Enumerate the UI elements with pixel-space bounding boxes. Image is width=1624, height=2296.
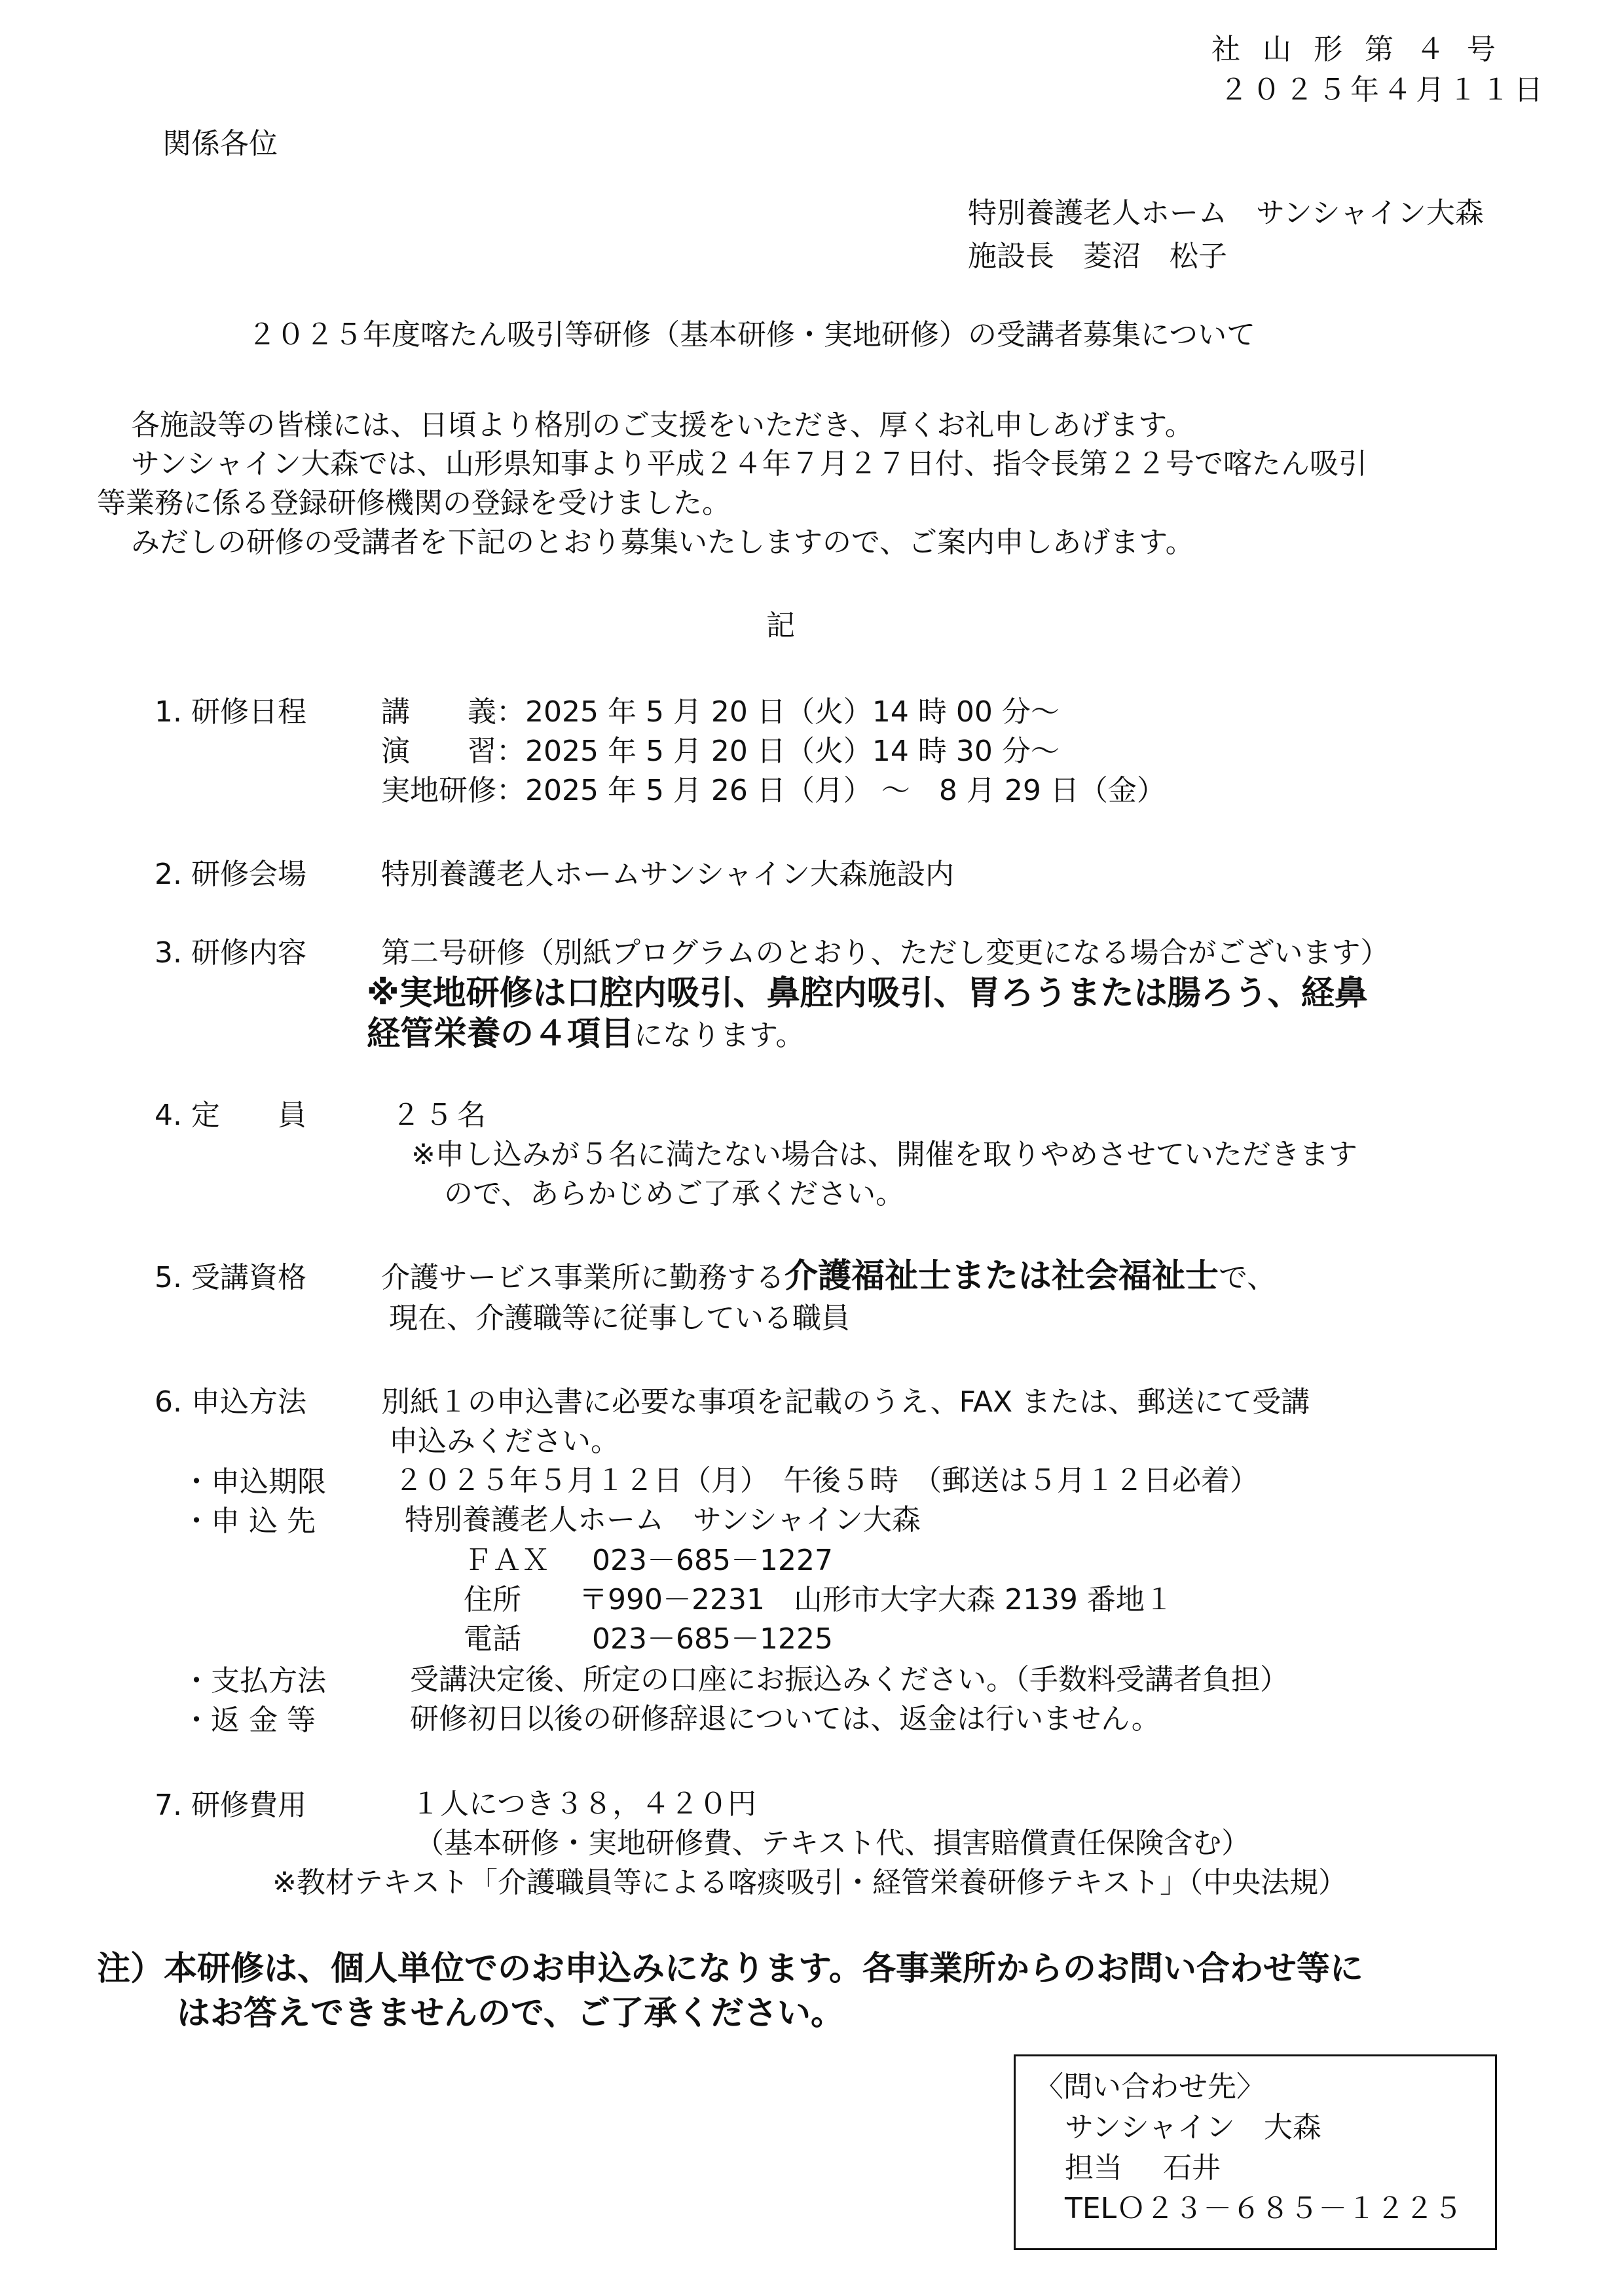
phone-row (464, 1621, 833, 1657)
content-line-1: 第二号研修（別紙プログラムのとおり、ただし変更になる場合がございます） (381, 936, 1390, 970)
sender-role: 施設長 (968, 240, 1054, 273)
fax-label: ＦＡＸ (464, 1544, 550, 1577)
address-label: 住所 (464, 1583, 521, 1616)
doc-number: 社 山 形 第 ４ 号 (1211, 33, 1502, 66)
payment-label: ・支払方法 (182, 1664, 326, 1698)
capacity-note-1: ※申し込みが５名に満たない場合は、開催を取りやめさせていただきます (411, 1138, 1357, 1171)
issue-date: ２０２５年４月１１日 (1219, 73, 1547, 107)
section-6-label: 6. 申込方法 (155, 1385, 306, 1419)
section-3-label: 3. 研修内容 (155, 936, 306, 970)
contact-heading: 〈問い合わせ先〉 (1035, 2070, 1265, 2104)
content-note-prefix: ※実地研修は (367, 974, 566, 1013)
capacity-note-2: ので、あらかじめご了承ください。 (444, 1177, 905, 1211)
intro-line-2: サンシャイン大森では、山形県知事より平成２４年７月２７日付、指令長第２２号で喀たん吸引 (131, 447, 1367, 481)
contact-person-label: 担当 (1065, 2151, 1122, 2185)
practice-row (381, 773, 1166, 809)
deadline-label: ・申込期限 (182, 1465, 326, 1499)
refund-label: ・返 金 等 (182, 1704, 316, 1737)
content-note-line-2 (367, 1013, 805, 1055)
exercise-label: 演 習 (381, 735, 496, 768)
eligibility-suffix: で、 (1219, 1261, 1276, 1294)
notice-line-2: はお答えできませんので、ご了承ください。 (177, 1994, 844, 2033)
sender-signature (968, 238, 1227, 274)
intro-line-3: 等業務に係る登録研修機関の登録を受けました。 (97, 486, 731, 520)
capacity-value: ２５名 (392, 1099, 490, 1132)
eligibility-line-1 (381, 1256, 1276, 1298)
sender-name: 菱沼 松子 (1083, 240, 1227, 273)
section-1-label: 1. 研修日程 (155, 695, 306, 729)
payment-value: 受講決定後、所定の口座にお振込みください。（手数料受講者負担） (410, 1663, 1289, 1696)
phone-value: 023－685－1225 (592, 1622, 833, 1656)
section-5-label: 5. 受講資格 (155, 1261, 306, 1294)
destination-value: 特別養護老人ホーム サンシャイン大森 (405, 1503, 921, 1537)
ki-heading: 記 (766, 609, 795, 642)
fax-row (464, 1542, 833, 1578)
content-note-bold-2: 経管栄養の４項目 (367, 1015, 635, 1053)
eligibility-line-2: 現在、介護職等に従事している職員 (389, 1302, 850, 1335)
address-row (464, 1582, 1173, 1618)
section-4-label: 4. 定 員 (155, 1099, 306, 1132)
sender-organization: 特別養護老人ホーム サンシャイン大森 (968, 196, 1484, 230)
practice-value: ：2025 年 5 月 26 日（月） ～ 8 月 29 日（金） (496, 774, 1166, 807)
lecture-label: 講 義 (381, 695, 496, 729)
intro-line-1: 各施設等の皆様には、日頃より格別のご支援をいただき、厚くお礼申しあげます。 (131, 409, 1194, 442)
contact-person-row (1065, 2150, 1221, 2186)
document-title: ２０２５年度喀たん吸引等研修（基本研修・実地研修）の受講者募集について (248, 318, 1256, 352)
application-line-1: 別紙１の申込書に必要な事項を記載のうえ、FAX または、郵送にて受講 (381, 1385, 1310, 1419)
exercise-value: ：2025 年 5 月 20 日（火）14 時 30 分～ (496, 735, 1060, 768)
eligibility-bold: 介護福祉士または社会福祉士 (784, 1257, 1219, 1296)
deadline-value: ２０２５年５月１２日（月） 午後５時 （郵送は５月１２日必着） (394, 1464, 1259, 1497)
content-note-line-1 (367, 973, 1368, 1015)
section-7-label: 7. 研修費用 (155, 1789, 306, 1822)
venue-value: 特別養護老人ホームサンシャイン大森施設内 (381, 858, 954, 891)
application-line-2: 申込みください。 (389, 1425, 619, 1458)
exercise-row (381, 733, 1060, 769)
addressee: 関係各位 (162, 127, 278, 160)
contact-phone: TELＯ２３－６８５－１２２５ (1065, 2192, 1463, 2225)
eligibility-prefix: 介護サービス事業所に勤務する (381, 1261, 784, 1294)
notice-line-1: 注）本研修は、個人単位でのお申込みになります。各事業所からのお問い合わせ等に (97, 1950, 1363, 1988)
lecture-row (381, 694, 1060, 730)
destination-label: ・申 込 先 (182, 1504, 316, 1538)
content-note-suffix: になります。 (634, 1019, 805, 1052)
fee-note-2: ※教材テキスト「介護職員等による喀痰吸引・経管栄養研修テキスト」（中央法規） (272, 1866, 1348, 1899)
fee-value: １人につき３８，４２０円 (411, 1787, 757, 1821)
lecture-value: ：2025 年 5 月 20 日（火）14 時 00 分～ (496, 695, 1060, 729)
fax-value: 023－685－1227 (592, 1544, 833, 1577)
practice-label: 実地研修 (381, 774, 496, 807)
fee-note-1: （基本研修・実地研修費、テキスト代、損害賠償責任保険含む） (415, 1827, 1251, 1860)
address-value: 〒990－2231 山形市大字大森 2139 番地１ (579, 1583, 1173, 1616)
intro-line-4: みだしの研修の受講者を下記のとおり募集いたしますので、ご案内申しあげます。 (131, 526, 1194, 559)
contact-person: 石井 (1163, 2151, 1221, 2185)
content-note-bold-1: 口腔内吸引、鼻腔内吸引、胃ろうまたは腸ろう、経鼻 (566, 974, 1368, 1013)
section-2-label: 2. 研修会場 (155, 858, 306, 891)
contact-organization: サンシャイン 大森 (1065, 2111, 1321, 2144)
phone-label: 電話 (464, 1622, 521, 1656)
refund-value: 研修初日以後の研修辞退については、返金は行いません。 (410, 1702, 1160, 1736)
